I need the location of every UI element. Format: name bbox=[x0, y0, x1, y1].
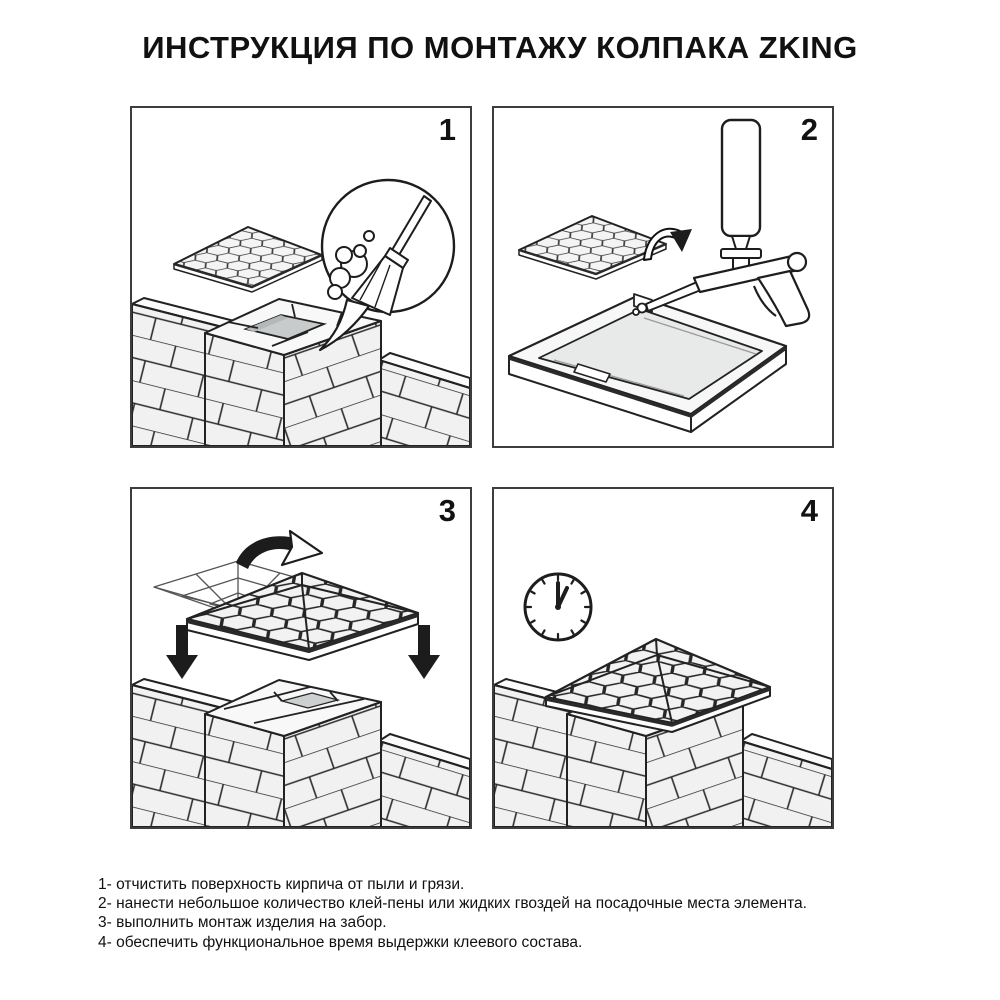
panel-number: 4 bbox=[800, 493, 818, 528]
panel-3-illustration bbox=[132, 489, 470, 827]
instruction-line-3: 3- выполнить монтаж изделия на забор. bbox=[98, 914, 387, 932]
panel-step-3 bbox=[130, 487, 472, 829]
upturned-cap-tray bbox=[509, 294, 786, 432]
panel-step-1 bbox=[130, 106, 472, 448]
instruction-line-4: 4- обеспечить функциональное время выдержки клеевого состава. bbox=[98, 933, 583, 951]
instruction-line-1: 1- отчистить поверхность кирпича от пыли и грязи. bbox=[98, 876, 465, 893]
cap-small bbox=[519, 216, 666, 279]
panel-step-2 bbox=[492, 106, 834, 448]
panel-number: 2 bbox=[800, 112, 818, 147]
instructions-list bbox=[98, 875, 978, 952]
flip-arrow-icon bbox=[236, 531, 322, 569]
instruction-line-2: 2- нанести небольшое количество клей-пены или жидких гвоздей на посадочные места элемента. bbox=[98, 895, 807, 913]
panel-2-illustration bbox=[494, 108, 832, 446]
panel-4-illustration bbox=[494, 489, 832, 827]
cap-floating bbox=[174, 227, 322, 292]
panel-number: 3 bbox=[438, 493, 456, 528]
clock-icon bbox=[525, 574, 591, 640]
foam-gun-icon bbox=[633, 120, 809, 326]
page-title: ИНСТРУКЦИЯ ПО МОНТАЖУ КОЛПАКА ZKING bbox=[142, 30, 858, 65]
panel-step-4 bbox=[492, 487, 834, 829]
flip-arrow-icon bbox=[644, 229, 692, 260]
panel-1-illustration bbox=[132, 108, 470, 446]
panel-number: 1 bbox=[438, 112, 456, 147]
